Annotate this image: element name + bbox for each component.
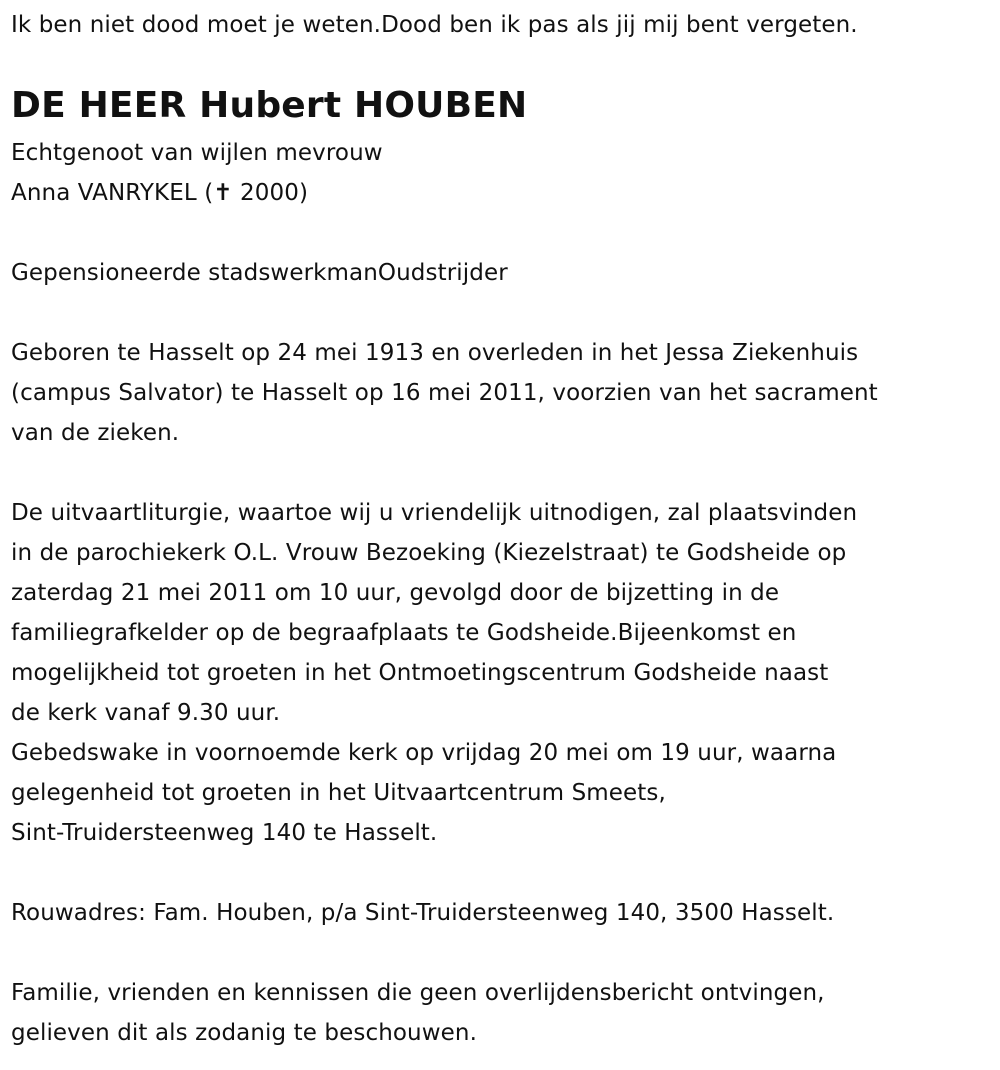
mourning-address: Rouwadres: Fam. Houben, p/a Sint-Truidersteenweg 140, 3500 Hasselt. [11,900,835,926]
paragraph-line: in de parochiekerk O.L. Vrouw Bezoeking (Kiezelstraat) te Godsheide op [11,540,847,566]
occupation: Gepensioneerde stadswerkmanOudstrijder [11,260,508,286]
paragraph-line: de kerk vanaf 9.30 uur. [11,700,281,726]
paragraph-line: gelegenheid tot groeten in het Uitvaartcentrum Smeets, [11,780,666,806]
paragraph-line: van de zieken. [11,420,180,446]
deceased-name: DE HEER Hubert HOUBEN [11,85,528,126]
spouse-line-2: Anna VANRYKEL (✝ 2000) [11,180,309,206]
paragraph-line: zaterdag 21 mei 2011 om 10 uur, gevolgd door de bijzetting in de [11,580,780,606]
paragraph-line: Gebedswake in voornoemde kerk op vrijdag 20 mei om 19 uur, waarna [11,740,837,766]
paragraph-line: mogelijkheid tot groeten in het Ontmoetingscentrum Godsheide naast [11,660,829,686]
paragraph-line: Geboren te Hasselt op 24 mei 1913 en overleden in het Jessa Ziekenhuis [11,340,859,366]
paragraph-line: Familie, vrienden en kennissen die geen overlijdensbericht ontvingen, [11,980,825,1006]
spouse-line-1: Echtgenoot van wijlen mevrouw [11,140,383,166]
paragraph-line: familiegrafkelder op de begraafplaats te Godsheide.Bijeenkomst en [11,620,797,646]
paragraph-line: (campus Salvator) te Hasselt op 16 mei 2011, voorzien van het sacrament [11,380,878,406]
paragraph-line: De uitvaartliturgie, waartoe wij u vriendelijk uitnodigen, zal plaatsvinden [11,500,858,526]
paragraph-line: Sint-Truidersteenweg 140 te Hasselt. [11,820,438,846]
motto: Ik ben niet dood moet je weten.Dood ben ik pas als jij mij bent vergeten. [11,12,858,38]
paragraph-line: gelieven dit als zodanig te beschouwen. [11,1020,477,1046]
